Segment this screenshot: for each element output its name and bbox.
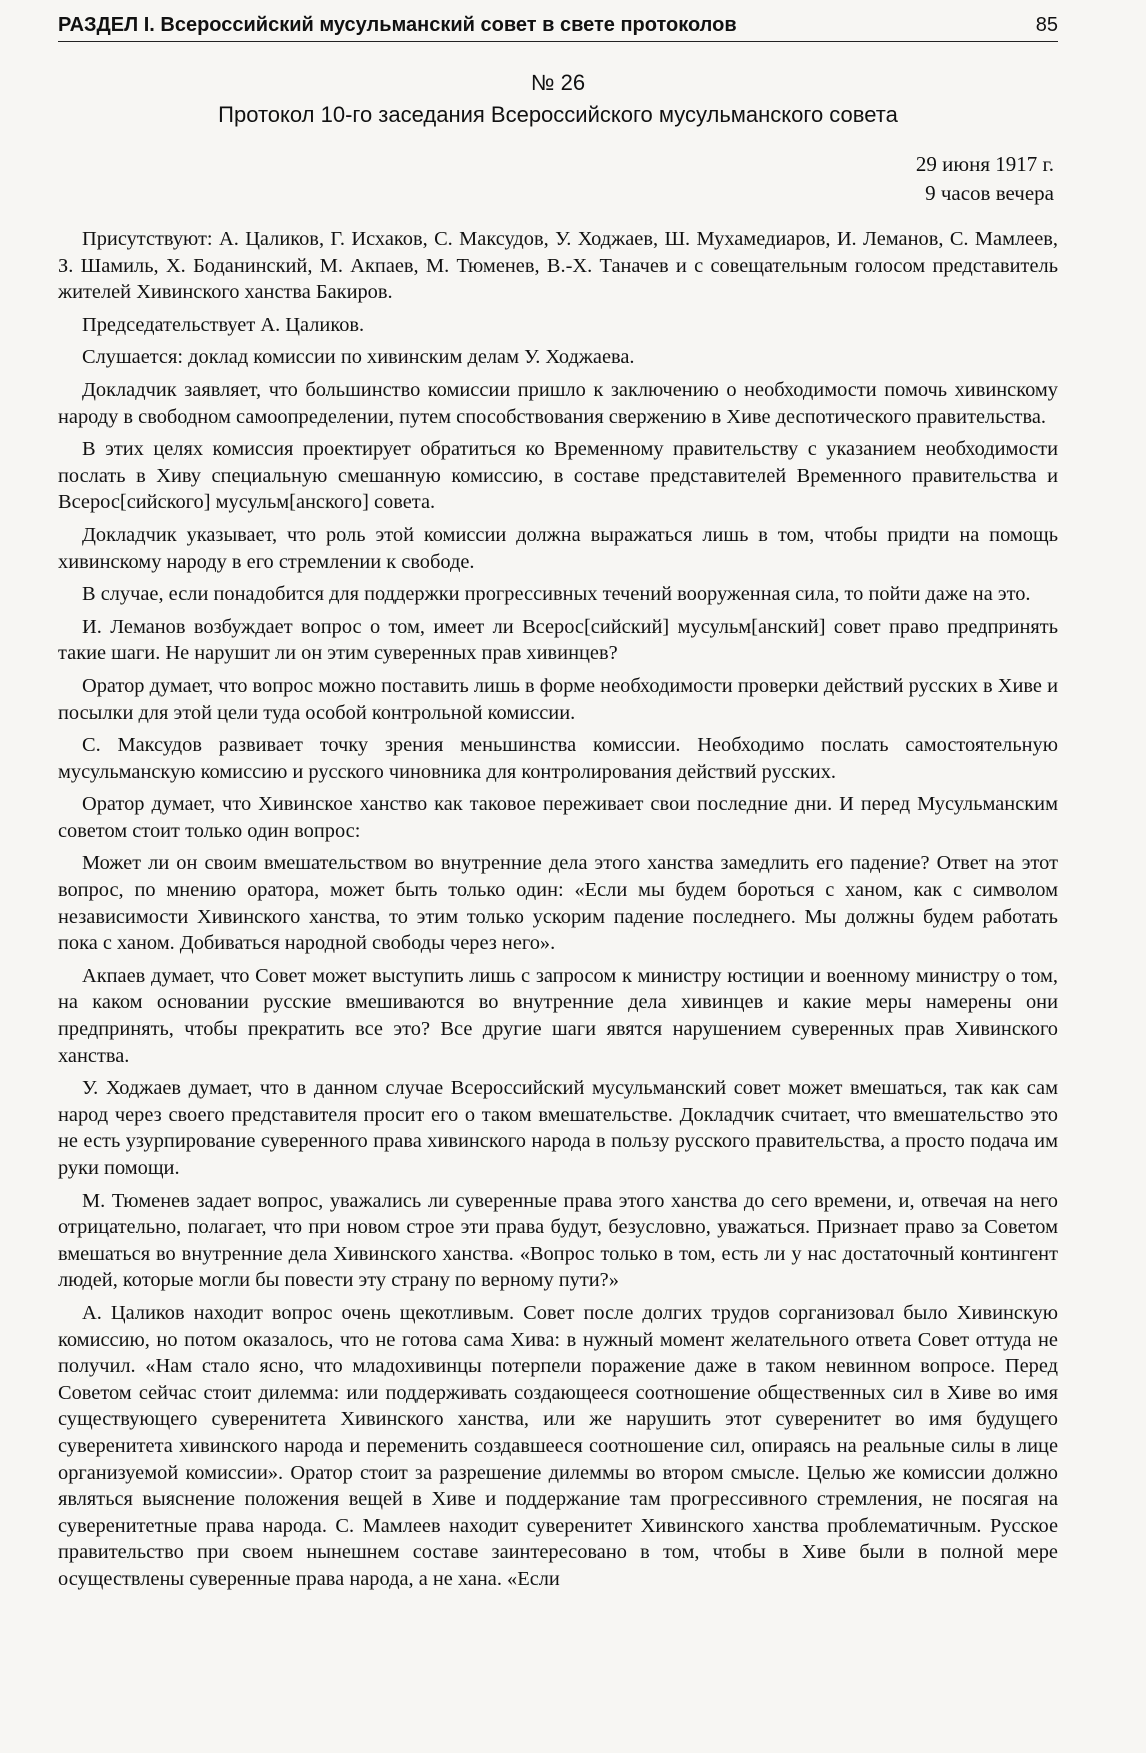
section-title: РАЗДЕЛ I. Всероссийский мусульманский совет в свете протоколов <box>58 14 737 36</box>
document-page <box>58 14 1058 1599</box>
document-time: 9 часов вечера <box>925 181 1054 205</box>
document-number: № 26 <box>530 70 586 95</box>
document-body <box>58 226 1058 1593</box>
running-header <box>58 14 1058 42</box>
paragraph: И. Леманов возбуждает вопрос о том, имеет ли Всерос[сийский] мусульм[анский] совет право предпринять такие шаги. Не нарушит ли он этим суверенных прав хивинцев? <box>58 615 1058 665</box>
paragraph: Присутствуют: А. Цаликов, Г. Исхаков, С. Максудов, У. Ходжаев, Ш. Мухамедиаров, И. Леманов, С. Мамлеев, З. Шамиль, Х. Боданинский, М. Акпаев, М. Тюменев, В.-Х. Таначев и с совещательным голосом представитель жителей Хивинского ханства Бакиров. <box>58 228 1058 304</box>
paragraph: Докладчик указывает, что роль этой комиссии должна выражаться лишь в том, чтобы придти на помощь хивинскому народу в его стремлении к свободе. <box>58 523 1058 573</box>
paragraph: Акпаев думает, что Совет может выступить лишь с запросом к министру юстиции и военному министру о том, на каком основании русские вмешиваются во внутренние дела хивинцев и какие меры намерены они предпринять, чтобы прекратить все это? Все другие шаги явятся нарушением суверенных прав Хивинского ханства. <box>58 964 1058 1067</box>
paragraph: Докладчик заявляет, что большинство комиссии пришло к заключению о необходимости помочь хивинскому народу в свободном самоопределении, путем способствования свержению в Хиве деспотического правительства. <box>58 378 1058 428</box>
paragraph: Оратор думает, что Хивинское ханство как таковое переживает свои последние дни. И перед Мусульманским советом стоит только один вопрос: <box>58 793 1058 842</box>
paragraph: Председательствует А. Цаликов. <box>82 313 365 336</box>
paragraph: Оратор думает, что вопрос можно поставить лишь в форме необходимости проверки действий русских в Хиве и посылки для этой цели туда особой контрольной комиссии. <box>58 674 1058 724</box>
paragraph: М. Тюменев задает вопрос, уважались ли суверенные права этого ханства до сего времени, и, отвечая на него отрицательно, полагает, что при новом строе эти права будут, безусловно, уважаться. Признает право за Советом вмешаться во внутренние дела Хивинского ханства. «Вопрос только в том, есть ли у нас достаточный контингент людей, которые могли бы повести эту страну по верному пути?» <box>58 1189 1058 1292</box>
paragraph: А. Цаликов находит вопрос очень щекотливым. Совет после долгих трудов сорганизовал было Хивинскую комиссию, но потом оказалось, что не готова сама Хива: в нужный момент желательного ответа Совет оттуда не получил. «Нам стало ясно, что младохивинцы потерпели поражение даже в таком невинном вопросе. Перед Советом сейчас стоит дилемма: или поддерживать создающееся соотношение общественных сил в Хиве во имя существующего суверенитета Хивинского ханства, или же нарушить этот суверенитет во имя будущего суверенитета хивинского народа и переменить создавшееся соотношение сил, опираясь на реальные силы в лице организуемой комиссии». Оратор стоит за разрешение дилеммы во втором смысле. Целью же комиссии должно являться выяснение положения вещей в Хиве и поддержание там прогрессивного стремления, не посягая на суверенитетные права народа. С. Мамлеев находит суверенитет Хивинского ханства проблематичным. Русское правительство при своем нынешнем составе заинтересовано в том, чтобы в Хиве были в полной мере осуществлены суверенные права народа, а не хана. «Если <box>58 1301 1058 1590</box>
paragraph: У. Ходжаев думает, что в данном случае Всероссийский мусульманский совет может вмешаться, так как сам народ через своего представителя просит его о таком вмешательстве. Докладчик считает, что вмешательство это не есть узурпирование суверенного права хивинского народа в пользу русского правительства, а просто подача им руки помощи. <box>58 1077 1058 1179</box>
paragraph: Слушается: доклад комиссии по хивинским делам У. Ходжаева. <box>82 346 635 369</box>
paragraph: С. Максудов развивает точку зрения меньшинства комиссии. Необходимо послать самостоятельную мусульманскую комиссию и русского чиновника для контролирования действий русских. <box>58 734 1058 783</box>
document-title: Протокол 10-го заседания Всероссийского мусульманского совета <box>218 102 898 127</box>
document-date: 29 июня 1917 г. <box>915 152 1054 176</box>
paragraph: В этих целях комиссия проектирует обратиться ко Временному правительству с указанием необходимости послать в Хиву специальную смешанную комиссию, в составе представителей Временного правительства и Всерос[сийского] мусульм[анского] совета. <box>58 438 1058 514</box>
dateline <box>58 150 1058 208</box>
page-number: 85 <box>1035 14 1058 36</box>
paragraph: Может ли он своим вмешательством во внутренние дела этого ханства замедлить его падение? Ответ на этот вопрос, по мнению оратора, может быть только один: «Если мы будем бороться с ханом, как с символом независимости Хивинского ханства, то этим только ускорим падение последнего. Мы должны будем работать пока с ханом. Добиваться народной свободы через него». <box>58 852 1058 955</box>
paragraph: В случае, если понадобится для поддержки прогрессивных течений вооруженная сила, то пойти даже на это. <box>82 583 1031 606</box>
